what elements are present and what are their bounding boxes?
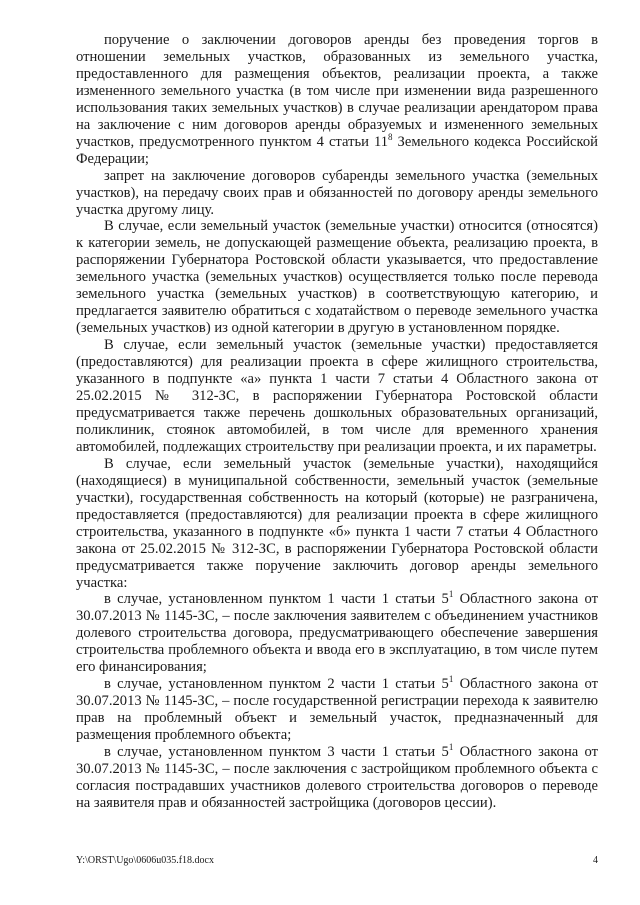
paragraph-8: в случае, установленном пунктом 3 части 1 статьи $5^1$ Областного закона от 30.07.2013 № 1145-ЗС, – после заключения с застройщиком проблемного объекта с согласия пострадавших участников долевого строительства договоров о переводе на заявителя прав и обязанностей застройщика (договоров цессии).	[76, 742, 598, 811]
paragraph-7: в случае, установленном пунктом 2 части 1 статьи $5^1$ Областного закона от 30.07.2013 № 1145-ЗС, – после государственной регистрации перехода к заявителю прав на проблемный объект и земельный участок, предназначенный для размещения проблемного объекта;	[76, 674, 598, 744]
paragraph-3: В случае, если земельный участок (земельные участки) относится (относятся) к категории земель, не допускающей размещение объекта, реализацию проекта, в распоряжении Губернатора Ростовской области указывается, что предоставление земельного участка (земельных участков) осуществляется только после перевода земельного участка (земельных участков) в соответствующую категорию, и предлагается заявителю обратиться с ходатайством о переводе земельного участка (земельных участков) из одной категории в другую в установленном порядке.	[76, 218, 598, 337]
paragraph-4: В случае, если земельный участок (земельные участки) предоставляется (предоставляются) для реализации проекта в сфере жилищного строительства, указанного в подпункте «а» пункта 1 части 7 статьи 4 Областного закона от 25.02.2015 № 312-ЗС, в распоряжении Губернатора Ростовской области предусматривается также перечень дошкольных образовательных организаций, поликлиник, стоянок автомобилей, в том числе для временного хранения автомобилей, подлежащих строительству при реализации проекта, и их параметры.	[76, 337, 598, 455]
paragraph-1: поручение о заключении договоров аренды без проведения торгов в отношении земельных участков, образованных из земельного участка, предоставленного для размещения объектов, реализации проекта, а также измененного земельного участка (в том числе при изменении вида разрешенного использования таких земельных участков) в случае реализации арендатором права на заключение с ним договоров аренды образуемых и измененного земельных участков, предусмотренного пунктом 4 статьи $11^8$ Земельного кодекса Российской Федерации;	[76, 32, 598, 167]
page-number: 4	[593, 855, 598, 866]
document-body	[76, 32, 598, 812]
page-footer	[76, 855, 598, 866]
paragraph-5: В случае, если земельный участок (земельные участки), находящийся (находящиеся) в муниципальной собственности, земельный участок (земельные участки), государственная собственность на который (которые) не разграничена, предоставляется (предоставляются) для реализации проекта в сфере жилищного строительства, указанного в подпункте «б» пункта 1 части 7 статьи 4 Областного закона от 25.02.2015 № 312-ЗС, в распоряжении Губернатора Ростовской области предусматривается также поручение заключить договор аренды земельного участка:	[76, 455, 598, 591]
paragraph-2: запрет на заключение договоров субаренды земельного участка (земельных участков), на передачу своих прав и обязанностей по договору аренды земельного участка другому лицу.	[76, 167, 598, 218]
file-path: Y:\ORST\Ugo\0606u035.f18.docx	[76, 855, 214, 866]
paragraph-6: в случае, установленном пунктом 1 части 1 статьи $5^1$ Областного закона от 30.07.2013 № 1145-ЗС, – после заключения заявителем с объединением участников долевого строительства договора, предусматривающего обеспечение завершения строительства проблемного объекта и ввода его в эксплуатацию, в том числе путем его финансирования;	[76, 589, 598, 676]
